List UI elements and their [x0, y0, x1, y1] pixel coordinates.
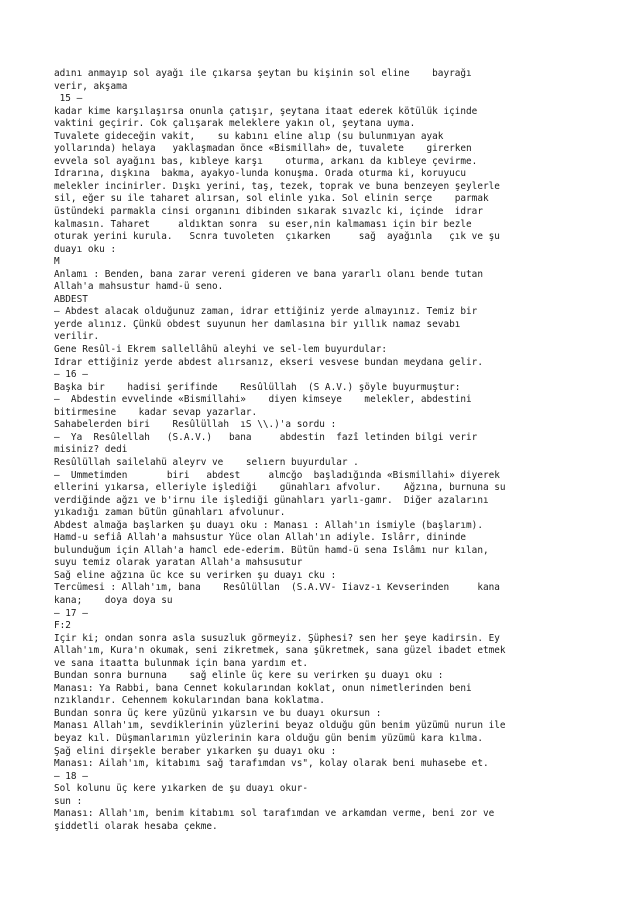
text-line: — Ya Resûlellah (S.A.V.) bana abdestin fazî letinden bilgi verir	[54, 431, 478, 443]
text-line: Abdest almağa başlarken şu duayı oku : Manası : Allah'ın ismiyle (başlarım).	[54, 519, 483, 531]
text-line: sun :	[54, 795, 83, 807]
text-line: adını anmayıp sol ayağı ile çıkarsa şeytan bu kişinin sol eline bayrağı	[54, 68, 472, 79]
text-line: Resûlüllah sailelahü aleyrv ve selıern buyurdular .	[54, 456, 359, 468]
text-line: Sağ eline ağzına üc kce su verirken şu duayı cku :	[54, 569, 337, 581]
text-line: Manası: Allah'ım, benim kitabımı sol tarafımdan ve arkamdan verme, beni zor ve	[54, 808, 495, 820]
text-line: beyaz kıl. Düşmanlarımın yüzlerinin kara olduğu gün benim yüzümü kara kılma.	[54, 732, 483, 744]
text-line: Allah'ım, Kura'n okumak, seni zikretmek, sana şükretmek, sana güzel ibadet etmek	[54, 645, 506, 657]
text-line: — Abdestin evvelinde «Bismillahi» diyen kimseye melekler, abdestini	[54, 394, 472, 406]
text-line: Başka bir hadisi şerifinde Resûlüllah (S A.V.) şöyle buyurmuştur:	[54, 381, 461, 393]
text-line: Manası: Ailah'ım, kitabımı sağ tarafımdan vs", kolay olarak beni muhasebe et.	[54, 758, 489, 770]
page-number: — 17 —	[54, 607, 88, 619]
text-line: evvela sol ayağını bas, kıbleye karşı oturma, arkanı da kıbleye çevirme.	[54, 155, 478, 167]
text-line: şiddetli olarak hesaba çekme.	[54, 820, 218, 832]
text-line: verilir.	[54, 331, 100, 343]
text-line: kalmasın. Taharet aldıktan sonra su eser,nin kalmaması için bir bezle	[54, 218, 472, 230]
text-line: verdiğinde ağzı ve b'irnu ile işlediği günahları yarlı-gamr. Diğer azalarını	[54, 494, 489, 506]
text-line: İçir ki; ondan sonra asla susuzluk görmeyiz. Şüphesi? sen her şeye kadirsin. Ey	[54, 632, 500, 644]
text-line: — Ümmetimden biri abdest almcğo başladığında «Bismillahi» diyerek	[54, 469, 500, 481]
text-line: İdrarına, dışkına bakma, ayakyo-lunda konuşma. Orada oturma ki, koruyucu	[54, 168, 467, 180]
text-line: ve sana itaatta bulunmak için bana yardım et.	[54, 657, 308, 669]
text-line: suyu temiz olarak yaratan Allah'a mahsusutur	[54, 557, 303, 569]
text-line: Gene Resûl-i Ekrem sallellâhü aleyhi ve sel-lem buyurdular:	[54, 344, 388, 356]
text-line: kana; doya doya su	[54, 594, 173, 606]
text-line: yıkadığı zaman bütün günahları afvolunur.	[54, 507, 286, 519]
section-heading: ABDEST	[54, 293, 88, 305]
text-line: bulunduğum için Allah'a hamcl ede-ederim. Bütün hamd-ü sena İslâmı nur kılan,	[54, 544, 489, 556]
text-line: oturak yerini kurula. Scnra tuvoleten çıkarken sağ ayağınla çık ve şu	[54, 231, 500, 243]
page-number: — 18 —	[54, 770, 88, 782]
text-line: Bundan sonra burnuna sağ elinle üç kere su verirken şu duayı oku :	[54, 670, 444, 682]
text-line: verir, akşama	[54, 80, 128, 92]
document-page	[54, 68, 594, 833]
text-line: M	[54, 256, 60, 268]
text-line: bitirmesine kadar sevap yazarlar.	[54, 406, 258, 418]
text-line: duayı oku :	[54, 243, 117, 255]
page-number: 15 —	[54, 93, 83, 105]
text-line: Şağ elini dirşekle beraber yıkarken şu duayı oku :	[54, 745, 337, 757]
text-line: Manası Allah'ım, sevdiklerinin yüzlerini beyaz olduğu gün benim yüzümü nurun ile	[54, 720, 506, 732]
text-line: Tuvalete gideceğin vakit, su kabını eline alıp (su bulunmıyan ayak	[54, 130, 444, 142]
text-line: sil, eğer su ile taharet alırsan, sol elinle yıka. Sol elinin serçe parmak	[54, 193, 489, 205]
text-line: vaktini geçirir. Cok çalışarak meleklere yakın ol, şeytana uyma.	[54, 118, 416, 130]
text-line: Sol kolunu üç kere yıkarken de şu duayı okur-	[54, 783, 308, 795]
text-line: Tercümesi : Allah'ım, bana Resûlüllan (S.A.VV- Iiavz-ı Kevserinden kana	[54, 582, 500, 594]
text-line: yollarında) helaya yaklaşmadan önce «Bismillah» de, tuvalete girerken	[54, 143, 472, 155]
text-line: ellerini yıkarsa, elleriyle işlediği günahları afvolur. Ağzına, burnuna su	[54, 482, 506, 494]
text-line: — Abdest alacak olduğunuz zaman, idrar ettiğiniz yerde almayınız. Temiz bir	[54, 306, 478, 318]
text-line: melekler incinirler. Dışkı yerini, taş, tezek, toprak ve buna benzeyen şeylerle	[54, 180, 500, 192]
text-line: Anlamı : Benden, bana zarar vereni gideren ve bana yararlı olanı bende tutan	[54, 268, 483, 280]
signature-mark: F:2	[54, 620, 71, 632]
text-line: kadar kime karşılaşırsa onunla çatışır, şeytana itaat ederek kötülük içinde	[54, 105, 478, 117]
text-line: Bundan sonra üç kere yüzünü yıkarsın ve bu duayı okursun :	[54, 707, 382, 719]
text-line: üstündeki parmakla cinsi organını dibinden sıkarak sıvazlc ki, içinde idrar	[54, 206, 483, 218]
text-line: nzıklandır. Cehennem kokularından bana koklatma.	[54, 695, 325, 707]
page-number: — 16 —	[54, 369, 88, 381]
text-line: yerde alınız. Çünkü obdest suyunun her damlasına bir yıllık namaz sevabı	[54, 318, 461, 330]
text-line: Manası: Ya Rabbi, bana Cennet kokularından koklat, onun nimetlerinden beni	[54, 682, 472, 694]
text-line: İdrar ettiğiniz yerde abdest alırsanız, ekseri vesvese bundan meydana gelir.	[54, 356, 483, 368]
text-line: Hamd-u sefiâ Allah'a mahsustur Yüce olan Allah'ın adiyle. İslârr, dininde	[54, 532, 467, 544]
text-line: Sahabelerden biri Resûlüllah ıS \\.)'a sordu :	[54, 419, 337, 431]
text-line: misiniz? dedi	[54, 444, 128, 456]
text-line: Allah'a mahsustur hamd-ü seno.	[54, 281, 224, 293]
